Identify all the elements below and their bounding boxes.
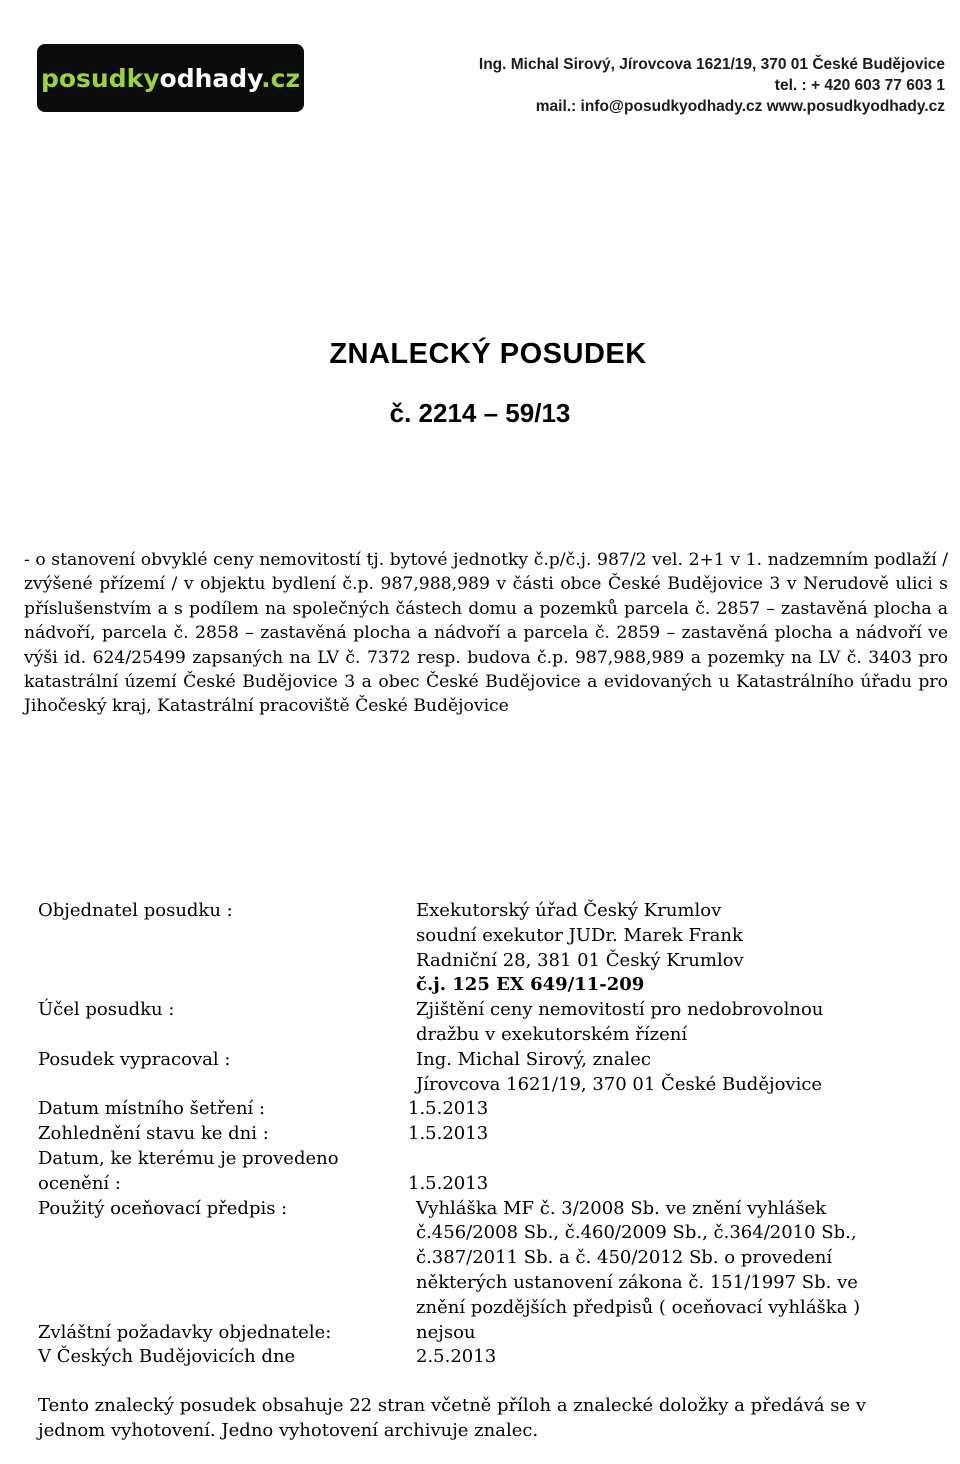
author-line: Jírovcova 1621/19, 370 01 České Budějovice bbox=[416, 1073, 823, 1095]
state-row bbox=[38, 1122, 938, 1147]
contact-address: Ing. Michal Sirový, Jírovcova 1621/19, 370 01 České Budějovice bbox=[478, 56, 945, 73]
document-title: ZNALECKÝ POSUDEK bbox=[329, 338, 647, 370]
inspection-value: 1.5.2013 bbox=[408, 1098, 489, 1120]
author-label: Posudek vypracoval : bbox=[38, 1048, 231, 1070]
subject-paragraph: - o stanovení obvyklé ceny nemovitostí tj. bytové jednotky č.p/č.j. 987/2 vel. 2+1 v 1. nadzemním podlaží / zvýšené přízemí / v objektu bydlení č.p. 987,988,989 v části obce České Budějovice 3 v Nerudově ulici s příslušenstvím a s podílem na společných částech domu a pozemků parcela č. 2857 – zastavěná plocha a nádvoří, parcela č. 2858 – zastavěná plocha a nádvoří a parcela č. 2859 – zastavěná plocha a nádvoří ve výši id. 624/25499 zapsaných na LV č. 7372 resp. budova č.p. 987,988,989 a pozemky na LV č. 3403 pro katastrální území České Budějovice 3 a obec České Budějovice a evidovaných u Katastrálního úřadu pro Jihočeský kraj, Katastrální pracoviště České Budějovice bbox=[24, 550, 948, 717]
client-line: Radniční 28, 381 01 Český Krumlov bbox=[416, 949, 744, 971]
regulation-line: některých ustanovení zákona č. 151/1997 Sb. ve bbox=[416, 1271, 858, 1293]
logo-text-part2: odhady bbox=[159, 63, 262, 93]
logo-text-part3: .cz bbox=[261, 63, 301, 93]
regulation-line: č.387/2011 Sb. a č. 450/2012 Sb. o provedení bbox=[416, 1247, 833, 1269]
purpose-line: dražbu v exekutorském řízení bbox=[416, 1023, 688, 1045]
inspection-label: Datum místního šetření : bbox=[38, 1098, 266, 1120]
regulation-row bbox=[38, 1197, 938, 1321]
client-row bbox=[38, 899, 938, 998]
requirements-row bbox=[38, 1321, 938, 1346]
place-date-row bbox=[38, 1345, 938, 1370]
regulation-line: znění pozdějších předpisů ( oceňovací vyhláška ) bbox=[416, 1296, 861, 1318]
client-label: Objednatel posudku : bbox=[38, 900, 233, 921]
purpose-label: Účel posudku : bbox=[38, 999, 175, 1021]
client-line: Exekutorský úřad Český Krumlov bbox=[416, 900, 722, 921]
purpose-line: Zjištění ceny nemovitostí pro nedobrovolnou bbox=[416, 999, 824, 1021]
regulation-line: č.456/2008 Sb., č.460/2009 Sb., č.364/2010 Sb., bbox=[416, 1222, 857, 1244]
state-value: 1.5.2013 bbox=[408, 1123, 489, 1145]
client-value bbox=[416, 899, 938, 998]
place-date-value: 2.5.2013 bbox=[416, 1346, 497, 1368]
place-label: V Českých Budějovicích dne bbox=[38, 1346, 296, 1368]
valuation-label-line: Datum, ke kterému je provedeno bbox=[38, 1147, 339, 1169]
contact-phone: tel. : + 420 603 77 603 1 bbox=[774, 77, 945, 94]
valuation-label-line: ocenění : bbox=[38, 1172, 121, 1194]
author-row bbox=[38, 1048, 938, 1098]
info-table bbox=[38, 899, 938, 1370]
state-label: Zohlednění stavu ke dni : bbox=[38, 1123, 269, 1145]
regulation-value bbox=[416, 1197, 938, 1321]
valuation-value bbox=[408, 1147, 938, 1197]
footer-note: Tento znalecký posudek obsahuje 22 stran včetně příloh a znalecké doložky a předává se v jednom vyhotovení. Jedno vyhotovení archivuje znalec. bbox=[38, 1395, 866, 1441]
requirements-label: Zvláštní požadavky objednatele: bbox=[38, 1321, 332, 1343]
author-value bbox=[416, 1048, 938, 1098]
valuation-row bbox=[38, 1147, 938, 1197]
valuation-label bbox=[38, 1147, 416, 1197]
author-line: Ing. Michal Sirový, znalec bbox=[416, 1048, 651, 1070]
requirements-value: nejsou bbox=[416, 1321, 476, 1343]
document-number: č. 2214 – 59/13 bbox=[389, 398, 571, 428]
client-line: soudní exekutor JUDr. Marek Frank bbox=[416, 924, 743, 946]
header-contact bbox=[479, 54, 945, 117]
logo-text-part1: posudky bbox=[40, 63, 160, 93]
inspection-row bbox=[38, 1097, 938, 1122]
regulation-line: Vyhláška MF č. 3/2008 Sb. ve znění vyhlášek bbox=[416, 1197, 827, 1219]
contact-email-web: mail.: info@posudkyodhady.cz www.posudkyodhady.cz bbox=[535, 98, 945, 115]
purpose-row bbox=[38, 998, 938, 1048]
company-logo bbox=[37, 44, 304, 112]
valuation-date: 1.5.2013 bbox=[408, 1172, 489, 1194]
purpose-value bbox=[416, 998, 938, 1048]
client-reference: č.j. 125 EX 649/11-209 bbox=[416, 974, 645, 996]
regulation-label: Použitý oceňovací předpis : bbox=[38, 1197, 288, 1219]
